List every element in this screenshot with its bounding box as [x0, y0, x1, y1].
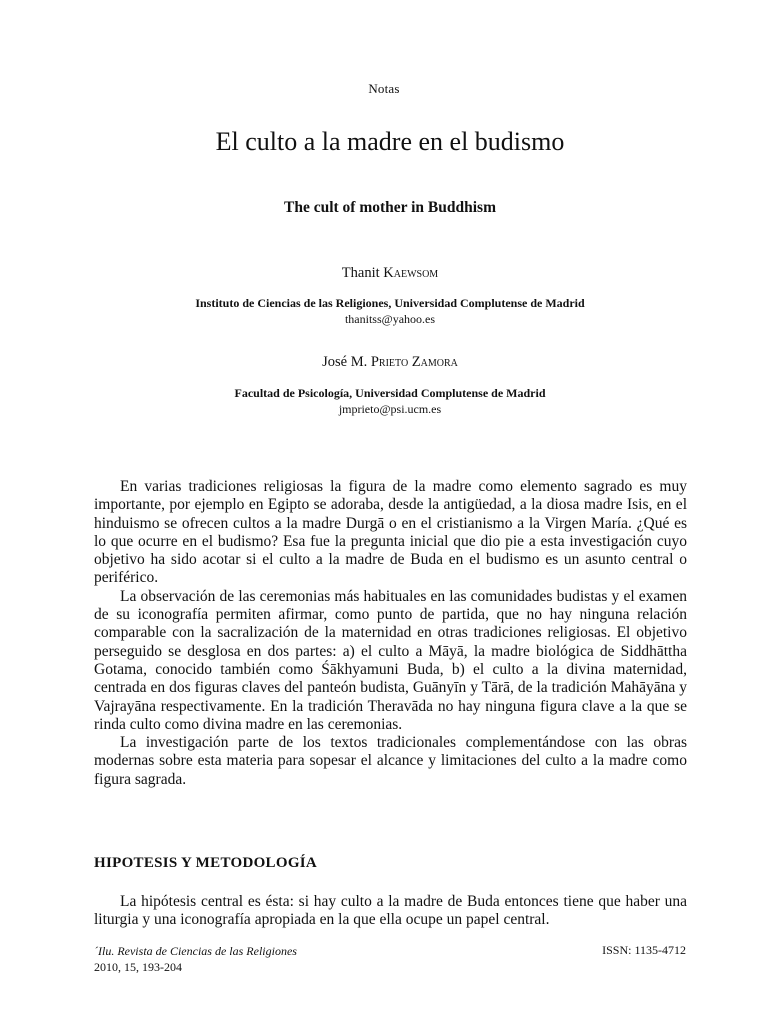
author-name-2	[0, 354, 768, 371]
author-1-surname: Kaewsom	[383, 265, 439, 281]
journal-name: ´Ilu. Revista de Ciencias de las Religiones	[94, 944, 297, 958]
author-1-first-name: Thanit	[341, 265, 380, 281]
body-paragraph-3: La investigación parte de los textos tradicionales complementándose con las obras modernas sobre esta materia para sopesar el alcance y limitaciones del culto a la madre como figura sagrada.	[94, 734, 687, 788]
abstract-body	[94, 478, 687, 789]
body-paragraph-1: En varias tradiciones religiosas la figura de la madre como elemento sagrado es muy importante, por ejemplo en Egipto se adoraba, desde la antigüedad, a la diosa madre Isis, en el hinduismo se ofrecen cultos a la madre Durgā o en el cristianismo a la Virgen María. ¿Qué es lo que ocurre en el budismo? Esa fue la pregunta inicial que dio pie a esta investigación cuyo objetivo ha sido acotar si el culto a la madre de Buda en el budismo es un asunto central o periférico.	[94, 478, 687, 587]
footer-issn: ISSN: 1135-4712	[602, 943, 686, 957]
section-body	[94, 893, 687, 930]
article-title: El culto a la madre en el budismo	[215, 127, 565, 156]
section-heading: HIPOTESIS Y METODOLOGÍA	[94, 855, 318, 871]
author-2-first-name: José M.	[322, 354, 368, 370]
author-1-affiliation	[0, 295, 768, 327]
author-1-email: thanitss@yahoo.es	[344, 312, 436, 326]
author-2-institution: Facultad de Psicología, Universidad Complutense de Madrid	[234, 386, 546, 400]
author-name-1	[0, 265, 768, 282]
footer-journal-info	[94, 943, 297, 975]
body-paragraph-2: La observación de las ceremonias más habituales en las comunidades budistas y el examen de su iconografía permiten afirmar, como punto de partida, que no hay ninguna relación comparable con la sacralización de la maternidad en otras tradiciones religiosas. El objetivo perseguido se desglosa en dos partes: a) el culto a Māyā, la madre biológica de Siddhāttha Gotama, conocido también como Śākhyamuni Buda, b) el culto a la divina maternidad, centrada en dos figuras claves del panteón budista, Guānyīn y Tārā, de la tradición Mahāyāna y Vajrayāna respectivamente. En la tradición Theravāda no hay ninguna figura clave a la que se rinda culto como divina madre en las ceremonias.	[94, 587, 687, 733]
section-label: Notas	[368, 81, 400, 96]
author-2-email: jmprieto@psi.ucm.es	[338, 402, 442, 416]
author-2-affiliation	[0, 385, 768, 417]
section-paragraph: La hipótesis central es ésta: si hay culto a la madre de Buda entonces tiene que haber una liturgia y una iconografía apropiada en la que ella ocupe un papel central.	[94, 893, 687, 929]
author-2-surname: Prieto Zamora	[370, 354, 458, 370]
journal-citation: 2010, 15, 193-204	[94, 960, 182, 974]
article-subtitle: The cult of mother in Buddhism	[283, 199, 496, 216]
author-1-institution: Instituto de Ciencias de las Religiones, Universidad Complutense de Madrid	[195, 296, 585, 310]
